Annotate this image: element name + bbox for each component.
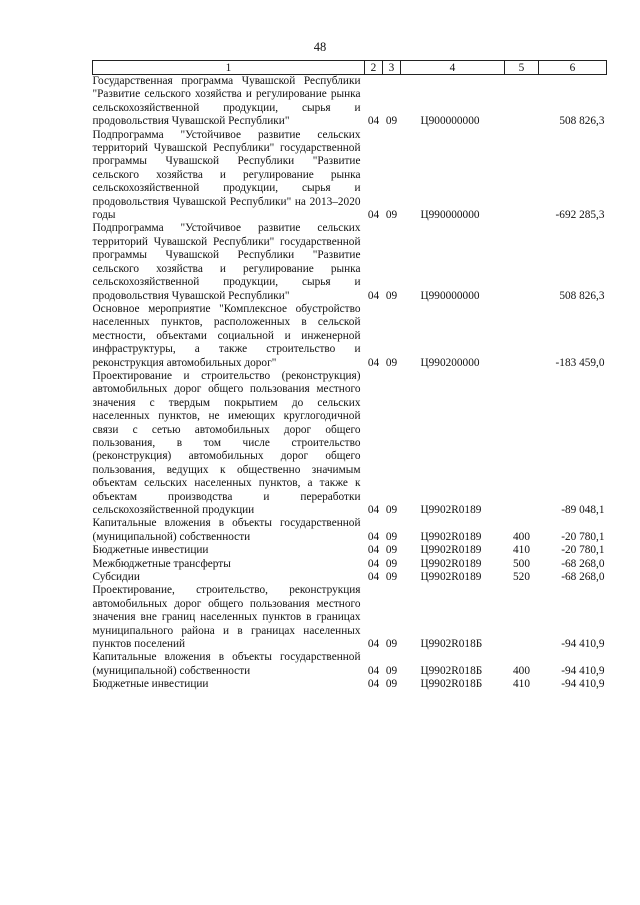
row-target-code: Ц990000000: [420, 289, 480, 302]
row-subsection: 09: [385, 504, 398, 516]
row-expense-type: 520: [513, 571, 530, 584]
table-row: [93, 75, 607, 129]
table-row: [93, 517, 607, 544]
table-row: [93, 544, 607, 557]
row-target-code: Ц9902R0189: [420, 557, 482, 570]
row-section: 04: [367, 544, 380, 557]
row-expense-type: [505, 129, 539, 223]
row-subsection: 09: [385, 638, 398, 651]
row-subsection: 09: [385, 664, 398, 677]
table-row: [93, 129, 607, 223]
row-amount: -20 780,1: [561, 544, 605, 557]
row-expense-type: [505, 303, 539, 370]
row-target-code: Ц990000000: [420, 209, 480, 222]
row-subsection: 09: [385, 530, 398, 543]
row-name: Подпрограмма "Устойчивое развитие сельских территорий Чувашской Республики" государственной программы Чувашской Республики "Развитие сельского хозяйства и регулирование рынка сельскохозяйственной продукции, сырья и продовольствия Чувашской Республики": [92, 222, 361, 302]
row-section: 04: [367, 356, 380, 369]
row-name: Капитальные вложения в объекты государственной (муниципальной) собственности: [92, 651, 361, 677]
row-target-code: Ц9902R0189: [420, 571, 482, 584]
column-header-expense-type: 5: [505, 61, 539, 75]
row-amount: 508 826,3: [559, 115, 605, 128]
row-name: Подпрограмма "Устойчивое развитие сельских территорий Чувашской Республики" государственной программы Чувашской Республики "Развитие сельского хозяйства и регулирование рынка сельскохозяйственной продукции, сырья и продовольствия Чувашской Республики" на 2013–2020 годы: [92, 128, 361, 222]
column-header-amount: 6: [539, 61, 607, 75]
table-body: [93, 75, 607, 692]
row-target-code: Ц9902R0189: [420, 504, 482, 516]
row-subsection: 09: [385, 557, 398, 570]
row-name: Государственная программа Чувашской Республики "Развитие сельского хозяйства и регулирование рынка сельскохозяйственной продукции, сырья и продовольствия Чувашской Республики": [92, 75, 361, 128]
row-expense-type: [505, 75, 539, 129]
row-target-code: Ц9902R018Б: [420, 678, 483, 691]
row-section: 04: [367, 557, 380, 570]
budget-table: [92, 60, 607, 692]
row-name: Проектирование и строительство (реконструкция) автомобильных дорог общего пользования местного значения с твердым покрытием до сельских населенных пунктов, не имеющих круглогодичной связи с сетью автомобильных дорог общего пользования, в том числе строительство (реконструкция) автомобильных дорог общего пользования, ведущих к общественно значимым объектам сельских населенных пунктов, а также к объектам производства и переработки сельскохозяйственной продукции: [92, 369, 361, 516]
row-amount: -94 410,9: [561, 678, 605, 691]
row-amount: -94 410,9: [561, 664, 605, 677]
column-header-subsection: 3: [383, 61, 401, 75]
table-row: [93, 370, 607, 517]
row-subsection: 09: [385, 571, 398, 584]
page-number: 48: [313, 40, 327, 54]
row-section: 04: [367, 115, 380, 128]
row-amount: -183 459,0: [555, 356, 605, 369]
row-expense-type: 410: [513, 544, 530, 557]
column-header-target: 4: [401, 61, 505, 75]
table-row: [93, 651, 607, 678]
row-expense-type: [505, 370, 539, 517]
row-subsection: 09: [385, 678, 398, 691]
table-row: [93, 303, 607, 370]
row-section: 04: [367, 571, 380, 584]
table-row: [93, 222, 607, 302]
row-subsection: 09: [385, 289, 398, 302]
row-section: 04: [367, 638, 380, 651]
table-row: [93, 558, 607, 571]
row-section: 04: [367, 530, 380, 543]
row-expense-type: 400: [513, 664, 530, 677]
row-target-code: Ц9902R018Б: [420, 664, 483, 677]
row-amount: -68 268,0: [561, 571, 605, 584]
row-target-code: Ц990200000: [420, 356, 480, 369]
row-expense-type: 400: [513, 530, 530, 543]
row-expense-type: [505, 584, 539, 651]
row-amount: -68 268,0: [561, 557, 605, 570]
row-name: Бюджетные инвестиции: [92, 678, 209, 691]
row-subsection: 09: [385, 209, 398, 222]
table-header: [93, 61, 607, 75]
table-row: [93, 571, 607, 584]
row-amount: -20 780,1: [561, 530, 605, 543]
row-expense-type: 500: [513, 557, 530, 570]
row-section: 04: [367, 289, 380, 302]
row-name: Проектирование, строительство, реконструкция автомобильных дорог общего пользования местного значения вне границ населенных пунктов в границах муниципального района и в границах населенных пунктов поселений: [92, 584, 361, 651]
row-section: 04: [367, 209, 380, 222]
row-amount: -94 410,9: [561, 638, 605, 651]
row-subsection: 09: [385, 356, 398, 369]
column-header-name: 1: [93, 61, 365, 75]
row-expense-type: [505, 222, 539, 302]
row-name: Бюджетные инвестиции: [92, 544, 209, 557]
table-row: [93, 584, 607, 651]
row-target-code: Ц9902R018Б: [420, 638, 483, 651]
row-name: Основное мероприятие "Комплексное обустройство населенных пунктов, расположенных в сельской местности, объектами социальной и инженерной инфраструктуры, а также строительство и реконструкция автомобильных дорог": [92, 302, 361, 369]
row-expense-type: 410: [513, 678, 530, 691]
row-target-code: Ц9902R0189: [420, 544, 482, 557]
row-name: Капитальные вложения в объекты государственной (муниципальной) собственности: [92, 517, 361, 543]
row-section: 04: [367, 664, 380, 677]
row-target-code: Ц900000000: [420, 115, 480, 128]
row-target-code: Ц9902R0189: [420, 530, 482, 543]
row-amount: 508 826,3: [559, 289, 605, 302]
row-amount: -89 048,1: [561, 504, 605, 516]
table-row: [93, 678, 607, 691]
row-subsection: 09: [385, 544, 398, 557]
row-section: 04: [367, 678, 380, 691]
row-name: Межбюджетные трансферты: [92, 557, 231, 570]
row-subsection: 09: [385, 115, 398, 128]
row-amount: -692 285,3: [555, 209, 605, 222]
row-section: 04: [367, 504, 380, 516]
header-row: [93, 61, 607, 75]
row-name: Субсидии: [92, 571, 140, 584]
column-header-section: 2: [365, 61, 383, 75]
